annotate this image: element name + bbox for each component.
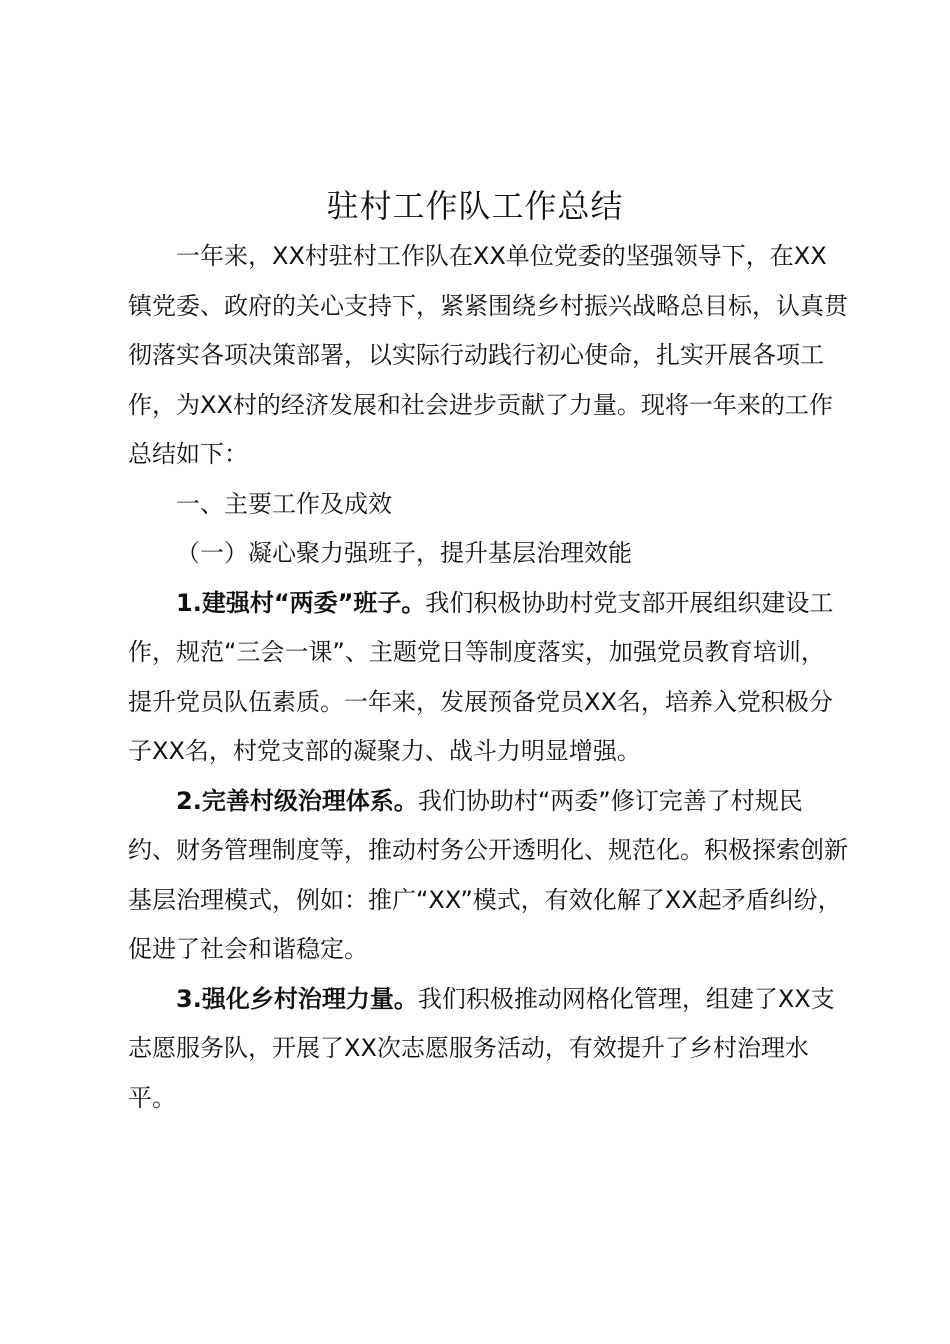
subsection-heading (128, 529, 848, 579)
section-heading (128, 480, 848, 530)
item-text-2: 我们协助村“两委”修订完善了村规民约、财务管理制度等，推动村务公开透明化、规范化。积极探索创新基层治理模式，例如：推广“XX”模式，有效化解了XX起矛盾纠纷，促进了社会和谐稳定。 (128, 786, 848, 963)
intro-paragraph: 一年来，XX村驻村工作队在XX单位党委的坚强领导下，在XX镇党委、政府的关心支持下，紧紧围绕乡村振兴战略总目标，认真贯彻落实各项决策部署，以实际行动践行初心使命，扎实开展各项工作，为XX村的经济发展和社会进步贡献了力量。现将一年来的工作总结如下： (128, 242, 848, 468)
document-body (128, 232, 848, 1123)
document-title: 驻村工作队工作总结 (326, 187, 624, 225)
item-lead-2: 2.完善村级治理体系。 (176, 786, 418, 815)
item-text-1: 我们积极协助村党支部开展组织建设工作，规范“三会一课”、主题党日等制度落实，加强党员教育培训，提升党员队伍素质。一年来，发展预备党员XX名，培养入党积极分子XX名，村党支部的凝聚力、战斗力明显增强。 (128, 588, 834, 765)
item-lead-3: 3.强化乡村治理力量。 (176, 984, 418, 1013)
section-heading-text: 一、主要工作及成效 (176, 489, 392, 518)
item-paragraph-1 (128, 579, 848, 777)
subsection-heading-text: （一）凝心聚力强班子，提升基层治理效能 (176, 539, 632, 567)
item-paragraph-3 (128, 975, 848, 1124)
item-text-3: 我们积极推动网格化管理，组建了XX支志愿服务队，开展了XX次志愿服务活动，有效提升了乡村治理水平。 (128, 984, 835, 1112)
item-lead-1: 1.建强村“两委”班子。 (176, 588, 426, 617)
item-paragraph-2 (128, 777, 848, 975)
